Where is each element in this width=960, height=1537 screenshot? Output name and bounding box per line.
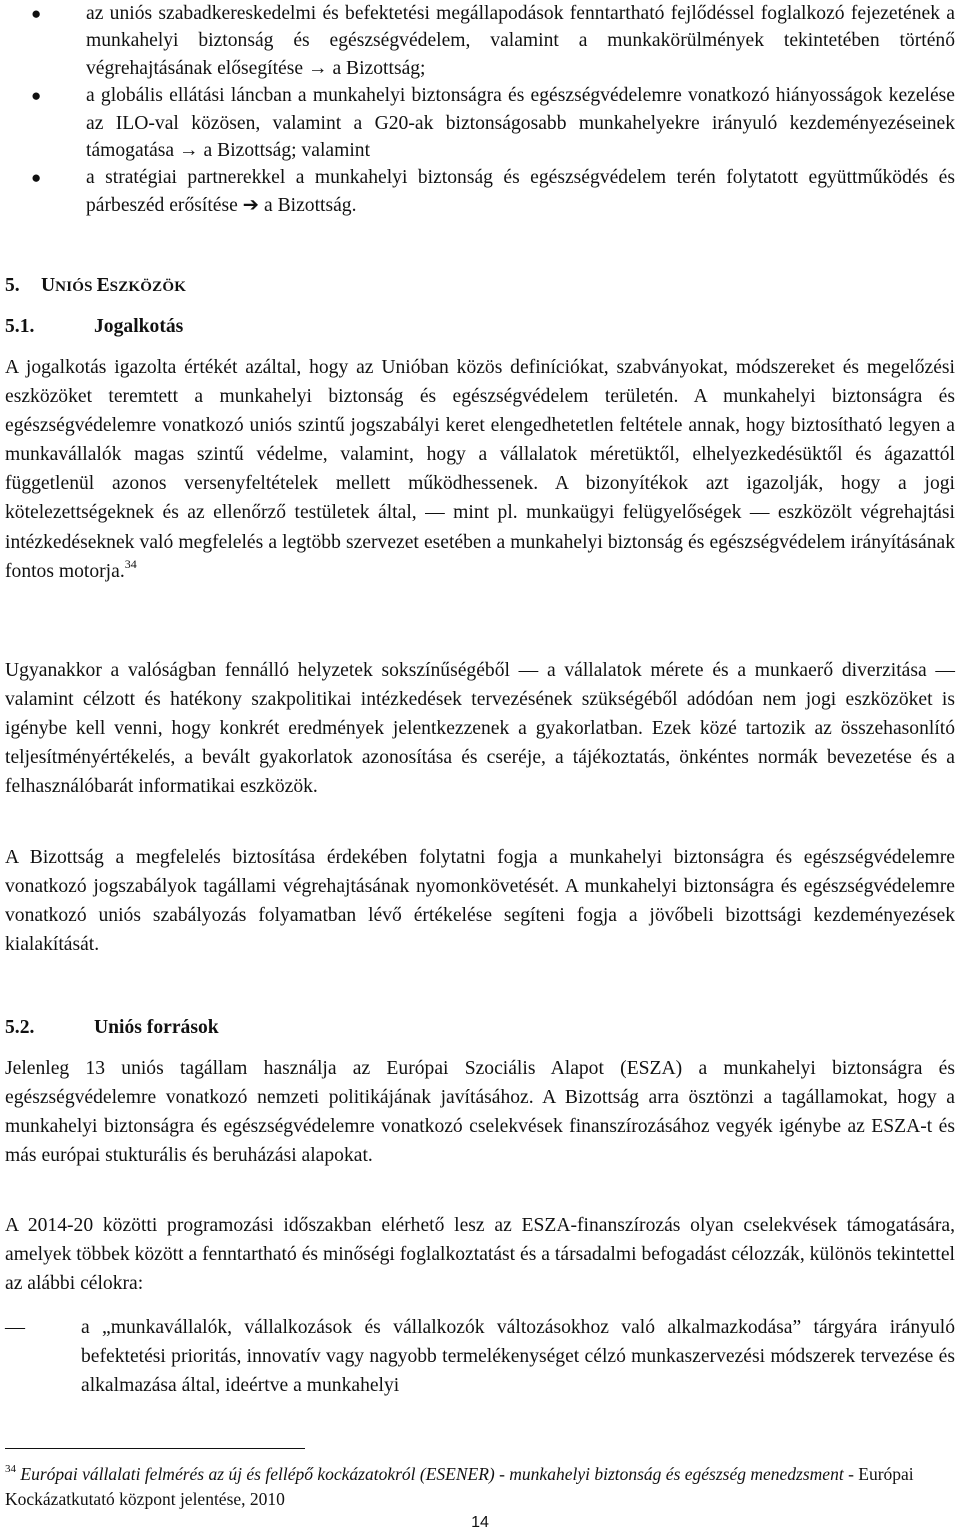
bullet-icon: ● — [31, 4, 42, 23]
bullet-item: ● az uniós szabadkereskedelmi és befektetési megállapodások fenntartható fejlődéssel foglalkozó fejezetének a munkahelyi biztonság és egészségvédelem, valamint a munkakörülmények tekintetében történő végrehajtásának elősegítése → a Bizottság; — [10, 0, 955, 82]
page-number: 14 — [471, 1514, 489, 1531]
footnote: $^{34}$ Európai vállalati felmérés az új és fellépő kockázatokról (ESENER) - munkahelyi biztonság és egészség menedzsment - Európai Kockázatkutató központ jelentése, 2010 — [5, 1463, 914, 1509]
section-heading-5-2: 5.2. Uniós források — [5, 1017, 219, 1038]
paragraph: Jelenleg 13 uniós tagállam használja az Európai Szociális Alapot (ESZA) a munkahelyi biztonságra és egészségvédelemre vonatkozó nemzeti politikájának javításához. A Bizottság arra ösztönzi a tagállamokat, hogy a munkahelyi biztonságra és egészségvédelemre vonatkozó cselekvések finanszírozásához vegyék igénybe az ESZA-t és más európai stukturális és beruházási alapokat. — [5, 1058, 955, 1167]
bullet-item: ● a globális ellátási láncban a munkahelyi biztonságra és egészségvédelemre vonatkozó hiányosságok kezelése az ILO-val közösen, valamint a G20-ak biztonságosabb munkahelyekre irányuló kezdeményezéseinek támogatása → a Bizottság; valamint — [10, 82, 955, 164]
bullet-icon: ● — [31, 86, 42, 106]
footnote-separator — [5, 1448, 305, 1449]
dash-list-item: — a „munkavállalók, vállalkozások és vállalkozók változásokhoz való alkalmazkodása” tárgyára irányuló befektetési prioritás, innovatív vagy nagyobb termelékenységet célzó munkaszervezési módszerek tervezése és alkalmazása által, ideértve a munkahelyi — [5, 1313, 955, 1400]
paragraph: A 2014-20 közötti programozási időszakban elérhető lesz az ESZA-finanszírozás olyan cselekvések támogatására, amelyek többek között a fenntartható és minőségi foglalkoztatást és a társadalmi befogadást célozzák, különös tekintettel az alábbi célokra: — [5, 1215, 955, 1295]
section-heading-5: 5. UNIÓS ESZKÖZÖK — [5, 275, 187, 296]
footnote-reference: 34 — [124, 556, 137, 571]
paragraph: A jogalkotás igazolta értékét azáltal, hogy az Unióban közös definíciókat, szabványokat, módszereket és megelőzési eszközöket teremtett a munkahelyi biztonság és egészségvédelem területén. A munkahelyi biztonságra és egészségvédelemre vonatkozó uniós szintű jogszabályi keret elengedhetetlen feltétele annak, hogy biztosítható legyen a munkavállalók magas szintű védelme, valamint, hogy a vállalatok méretüktől, elhelyezkedésüktől és ágazattól függetlenül azonos versenyfeltételek mellett működhessenek. A bizonyítékok azt igazolják, hogy a jogi kötelezettségeknek és az ellenőrző testületek által, — mint pl. munkaügyi felügyelőségek — eszközölt végrehajtási intézkedéseknek való megfelelés a legtöbb szervezet esetében a munkahelyi biztonság és egészségvédelem irányításának fontos motorja.$^{34}$ — [5, 357, 955, 582]
dash-icon: — — [5, 1316, 25, 1338]
bullet-icon: ● — [31, 168, 42, 188]
bullet-list — [10, 0, 955, 219]
bullet-item: ● a stratégiai partnerekkel a munkahelyi biztonság és egészségvédelem terén folytatott együttműködés és párbeszéd erősítése ➔ a Bizottság. — [10, 164, 955, 219]
paragraph: A Bizottság a megfelelés biztosítása érdekében folytatni fogja a munkahelyi biztonságra és egészségvédelemre vonatkozó jogszabályok tagállami végrehajtásának nyomonkövetését. A munkahelyi biztonságra és egészségvédelemre vonatkozó uniós szabályozás folyamatban lévő értékelése segíteni fogja a jövőbeli bizottsági kezdeményezések kialakítását. — [5, 847, 955, 956]
section-heading-5-1: 5.1. Jogalkotás — [5, 316, 184, 337]
paragraph: Ugyanakkor a valóságban fennálló helyzetek sokszínűségéből — a vállalatok mérete és a munkaerő diverzitása — valamint célzott és hatékony szakpolitikai intézkedések tervezésének szükségéből adódóan nem jogi eszközöket is igénybe kell venni, hogy konkrét eredmények jelentkezzenek a gyakorlatban. Ezek közé tartozik az összehasonlító teljesítményértékelés, a bevált gyakorlatok azonosítása és cseréje, a tájékoztatás, önkéntes normák bevezetése és a felhasználóbarát informatikai eszközök. — [5, 660, 955, 798]
